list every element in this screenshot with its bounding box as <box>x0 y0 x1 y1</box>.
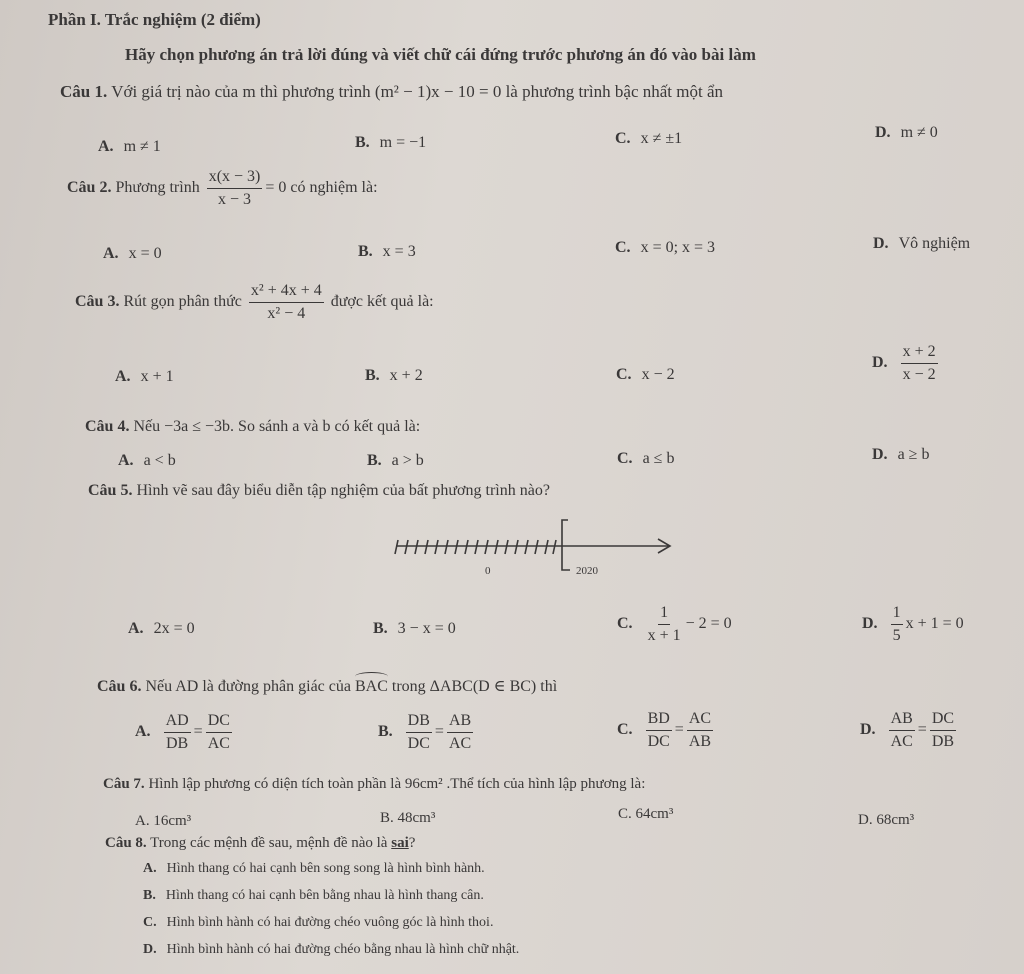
question-2-option-b[interactable]: B. x = 3 <box>358 243 416 260</box>
question-8-option-a[interactable]: A. Hình thang có hai cạnh bên song song là hình bình hành. <box>143 861 485 876</box>
question-7-option-c[interactable]: C. 64cm³ <box>618 806 674 822</box>
question-6: Câu 6. Nếu AD là đường phân giác của BAC trong ΔABC(D ∈ BC) thì <box>97 678 558 695</box>
number-line-figure <box>390 512 690 587</box>
question-5-label: Câu 5. <box>88 482 133 499</box>
question-6-option-b[interactable]: B. $\frac{DB}{DC}$ = $\frac{AB}{AC}$ <box>378 712 472 752</box>
question-1 <box>60 82 723 102</box>
question-2-option-a[interactable]: A. x = 0 <box>103 245 162 262</box>
section-title: Phần I. Trắc nghiệm (2 điểm) <box>48 10 261 29</box>
question-2-label: Câu 2. <box>67 179 112 197</box>
question-5-option-c[interactable]: C. $\frac{1}{x + 1}$ − 2 = 0 <box>617 604 732 644</box>
question-8-option-d[interactable]: D. Hình bình hành có hai đường chéo bằng nhau là hình chữ nhật. <box>143 942 520 957</box>
question-4-option-c[interactable]: C. a ≤ b <box>617 450 675 467</box>
question-4: Câu 4. Nếu −3a ≤ −3b. So sánh a và b có kết quả là: <box>85 418 421 435</box>
question-4-label: Câu 4. <box>85 418 130 435</box>
question-7: Câu 7. Hình lập phương có diện tích toàn phần là 96cm² .Thể tích của hình lập phương là: <box>103 776 646 792</box>
question-1-option-a[interactable]: A. m ≠ 1 <box>98 138 161 155</box>
question-7-option-d[interactable]: D. 68cm³ <box>858 812 915 828</box>
question-6-label: Câu 6. <box>97 678 142 695</box>
question-6-option-c[interactable]: C. $\frac{BD}{DC}$ = $\frac{AC}{AB}$ <box>617 710 712 750</box>
question-2: Câu 2. Phương trình $\frac{x(x - 3)}{x - 3}$ = 0 có nghiệm là: <box>67 168 378 208</box>
instruction-text: Hãy chọn phương án trả lời đúng và viết chữ cái đứng trước phương án đó vào bài làm <box>125 45 756 64</box>
question-8-option-b[interactable]: B. Hình thang có hai cạnh bên bằng nhau là hình thang cân. <box>143 888 484 903</box>
angle-bac: BAC <box>354 678 388 695</box>
question-1-option-c[interactable]: C. x ≠ ±1 <box>615 130 683 147</box>
question-8: Câu 8. Trong các mệnh đề sau, mệnh đề nào là sai? <box>105 835 416 851</box>
question-3-option-c[interactable]: C. x − 2 <box>616 366 675 383</box>
number-line-zero-label: 0 <box>485 565 491 577</box>
question-1-option-d[interactable]: D. m ≠ 0 <box>875 124 938 141</box>
number-line-2020-label: 2020 <box>576 565 598 577</box>
number-line-hatching <box>395 540 556 554</box>
question-7-label: Câu 7. <box>103 776 145 792</box>
question-3-label: Câu 3. <box>75 293 120 311</box>
number-line-bracket <box>562 520 570 570</box>
question-7-option-a[interactable]: A. 16cm³ <box>135 813 192 829</box>
question-1-option-b[interactable]: B. m = −1 <box>355 134 427 151</box>
question-4-option-b[interactable]: B. a > b <box>367 452 424 469</box>
question-5-option-d[interactable]: D. $\frac{1}{5}$ x + 1 = 0 <box>862 604 964 644</box>
question-8-label: Câu 8. <box>105 835 147 851</box>
question-3: Câu 3. Rút gọn phân thức $\frac{\text{x² + 4x + 4}}{\text{x² − 4}}$ được kết quả là: <box>75 282 434 322</box>
question-5: Câu 5. Hình vẽ sau đây biểu diễn tập nghiệm của bất phương trình nào? <box>88 482 550 499</box>
question-3-option-b[interactable]: B. x + 2 <box>365 367 423 384</box>
question-5-option-a[interactable]: A. 2x = 0 <box>128 620 195 637</box>
question-2-option-c[interactable]: C. x = 0; x = 3 <box>615 239 716 256</box>
question-7-option-b[interactable]: B. 48cm³ <box>380 810 436 826</box>
question-1-text: Với giá trị nào của m thì phương trình <box>111 82 371 101</box>
question-3-fraction: $\frac{\text{x² + 4x + 4}}{\text{x² − 4}}$ <box>250 282 322 322</box>
question-3-option-d[interactable]: D. $\frac{x + 2}{x - 2}$ <box>872 343 936 383</box>
question-1-formula: (m² − 1)x − 10 = 0 <box>374 82 502 101</box>
question-4-option-d[interactable]: D. a ≥ b <box>872 446 930 463</box>
question-6-option-a[interactable]: A. $\frac{AD}{DB}$ = $\frac{DC}{AC}$ <box>135 712 230 752</box>
question-8-sai: sai <box>391 835 409 851</box>
question-6-option-d[interactable]: D. $\frac{AB}{AC}$ = $\frac{DC}{DB}$ <box>860 710 955 750</box>
question-1-text-end: là phương trình bậc nhất một ẩn <box>505 82 724 101</box>
question-8-option-c[interactable]: C. Hình bình hành có hai đường chéo vuông góc là hình thoi. <box>143 915 494 930</box>
question-3-option-a[interactable]: A. x + 1 <box>115 368 174 385</box>
question-2-fraction: $\frac{x(x - 3)}{x - 3}$ <box>208 168 261 208</box>
question-4-option-a[interactable]: A. a < b <box>118 452 176 469</box>
question-2-option-d[interactable]: D. Vô nghiệm <box>873 235 971 252</box>
question-5-option-b[interactable]: B. 3 − x = 0 <box>373 620 456 637</box>
question-1-label: Câu 1. <box>60 82 108 101</box>
